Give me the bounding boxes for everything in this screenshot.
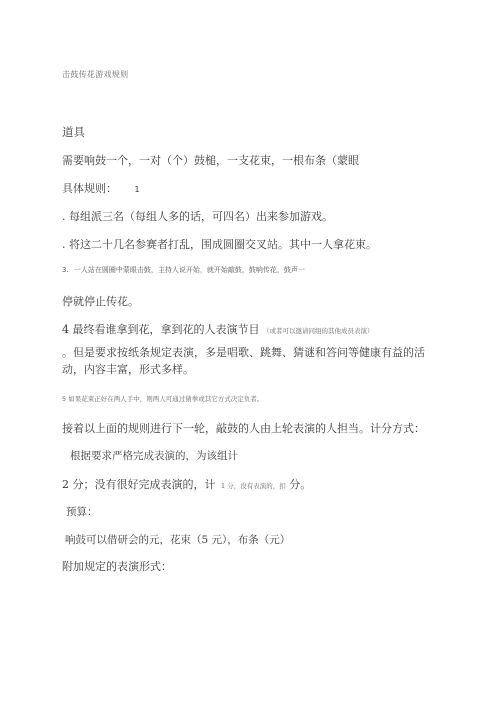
rule-5: 5 如果花束正好在两人手中，则两人可通过猜拳或其它方式决定负者。: [62, 395, 264, 403]
scoring-line-2: [62, 476, 311, 492]
scoring-line-1: 根据要求严格完成表演的，为该组计: [70, 450, 238, 462]
continue-line: 接着以上面的规则进行下一轮，敲鼓的人由上轮表演的人担当。计分方式：: [62, 422, 425, 435]
budget-heading: 预算：: [66, 506, 98, 518]
props-line: 需要响鼓一个，一对（个）鼓槌，一支花束，一根布条（蒙眼: [62, 154, 359, 167]
rule-3-text: 一人站在圆圈中蒙眼击鼓，主持人说开始，就开始敲鼓，鼓响传花，鼓声一: [73, 266, 305, 274]
rules-heading-num: 1: [134, 185, 140, 194]
extra-line: 附加规定的表演形式：: [62, 560, 172, 573]
rule-4-note: （或者可以邀请同组的其他成员表演）: [263, 327, 374, 335]
rule-2: . 将这二十几名参赛者打乱，围成圆圈交叉站。其中一人拿花束。: [62, 238, 377, 251]
rule-4-detail: 。但是要求按纸条规定表演，多是唱歌、跳舞、猜谜和答问等健康有益的活动，内容丰富，形式多样。: [62, 346, 425, 376]
scoring-line-2-main: 2 分；没有很好完成表演的，计: [62, 478, 216, 491]
scoring-line-2-small: 1 分，没有表演的，扣: [221, 482, 286, 490]
rule-3-prefix: 3.: [62, 266, 69, 274]
rule-4-row: [62, 321, 374, 337]
rules-heading-row: [62, 180, 140, 196]
budget-line: 响鼓可以借研会的元，花束（5 元），布条（元）: [65, 534, 291, 546]
rule-1: . 每组派三名（每组人多的话，可四名）出来参加游戏。: [62, 210, 333, 223]
rules-heading: 具体规则：: [62, 182, 117, 195]
scoring-line-2-end: 分。: [289, 478, 312, 491]
rule-3-cont: 停就停止传花。: [62, 295, 139, 308]
rule-3-row: [62, 265, 305, 275]
props-heading: 道具: [62, 125, 85, 139]
rule-4-main: 4 最终看谁拿到花，拿到花的人表演节目: [62, 323, 260, 336]
header-title: 击鼓传花游戏规则: [62, 70, 129, 79]
